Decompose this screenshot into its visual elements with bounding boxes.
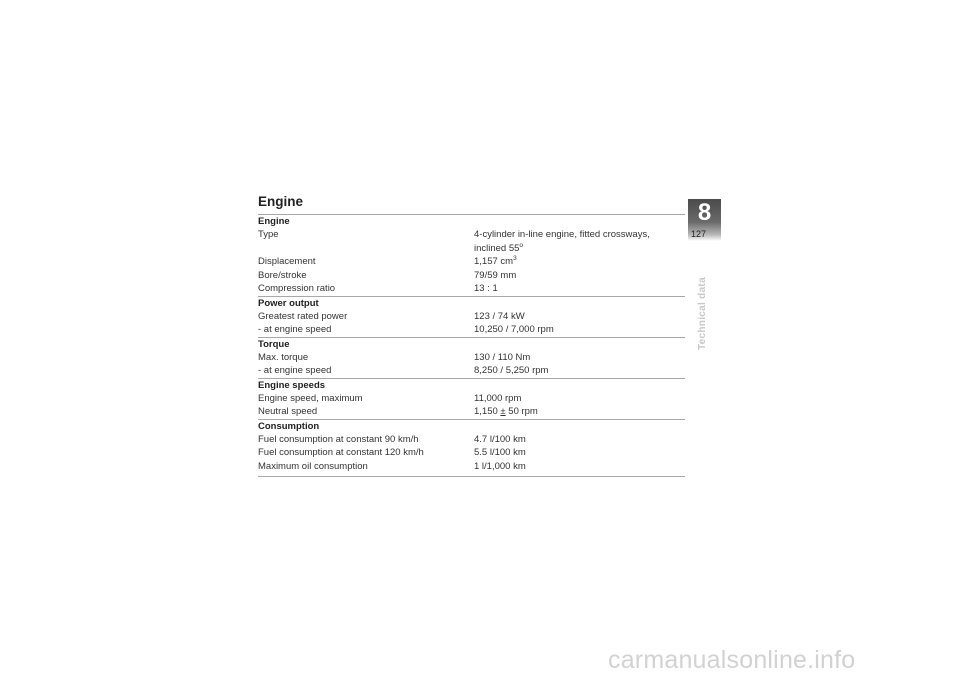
spec-row-max-torque (258, 351, 685, 365)
spec-value: 13 : 1 (474, 283, 498, 294)
spec-value-text: 1,157 cm (474, 256, 514, 267)
section-heading: Torque (258, 338, 290, 350)
spec-value: 4.7 l/100 km (474, 433, 526, 445)
cubic-superscript: 3 (513, 255, 517, 262)
spec-row-rated-power (258, 310, 685, 324)
spec-value: 1 l/1,000 km (474, 460, 526, 472)
spec-label: - at engine speed (258, 324, 332, 335)
spec-label: Bore/stroke (258, 269, 307, 281)
spec-label: Maximum oil consumption (258, 460, 368, 472)
spec-value-part: 50 rpm (505, 406, 538, 417)
spec-value-line1: 4-cylinder in-line engine, fitted crossways, (474, 229, 650, 240)
spec-label: Engine speed, maximum (258, 392, 363, 404)
spec-label: Neutral speed (258, 406, 318, 417)
section-heading: Engine (258, 216, 290, 227)
spec-row-type (258, 228, 685, 255)
spec-value-line2: inclined 55 (474, 242, 520, 254)
spec-label: Greatest rated power (258, 310, 348, 322)
spec-value (474, 228, 685, 255)
spec-value: 10,250 / 7,000 rpm (474, 324, 554, 335)
page-number: 127 (691, 229, 707, 239)
spec-row-engine-speed-max (258, 392, 685, 406)
spec-label: Displacement (258, 256, 316, 267)
section-heading: Power output (258, 297, 319, 309)
spec-value: 5.5 l/100 km (474, 447, 526, 458)
section-engine (258, 214, 685, 296)
spec-label: - at engine speed (258, 365, 332, 376)
spec-row-oil-consumption (258, 460, 685, 474)
section-heading: Consumption (258, 420, 320, 432)
degree-superscript: o (519, 241, 524, 249)
spec-value-part: 1,150 (474, 406, 501, 417)
spec-value: 123 / 74 kW (474, 310, 525, 322)
spec-value: 11,000 rpm (474, 392, 522, 404)
spec-label: Fuel consumption at constant 90 km/h (258, 433, 419, 445)
chapter-number: 8 (697, 199, 712, 226)
section-heading: Engine speeds (258, 379, 326, 391)
spec-value (474, 255, 685, 269)
spec-label: Compression ratio (258, 283, 336, 294)
spec-label: Max. torque (258, 351, 309, 363)
spec-row-torque-engine-speed (258, 364, 685, 378)
spec-row-fuel-90 (258, 433, 685, 447)
spec-row-displacement (258, 255, 685, 269)
spec-table (258, 214, 685, 477)
spec-row-compression-ratio (258, 282, 685, 296)
spec-label: Type (258, 229, 279, 240)
spec-row-fuel-120 (258, 446, 685, 460)
spec-row-bore-stroke (258, 269, 685, 283)
spec-value: 8,250 / 5,250 rpm (474, 365, 549, 376)
page-title: Engine (258, 194, 304, 209)
plus-minus-symbol: ± (500, 406, 506, 417)
spec-label: Fuel consumption at constant 120 km/h (258, 447, 424, 458)
spec-value: 130 / 110 Nm (474, 351, 531, 363)
spec-row-power-engine-speed (258, 323, 685, 337)
watermark: carmanualsonline.info (608, 646, 856, 674)
spec-value (474, 405, 685, 419)
section-torque (258, 337, 685, 378)
section-consumption (258, 419, 685, 478)
section-power-output (258, 296, 685, 337)
spec-row-neutral-speed (258, 405, 685, 419)
section-engine-speeds (258, 378, 685, 419)
spec-value: 79/59 mm (474, 269, 517, 281)
chapter-side-label: Technical data (697, 277, 708, 350)
